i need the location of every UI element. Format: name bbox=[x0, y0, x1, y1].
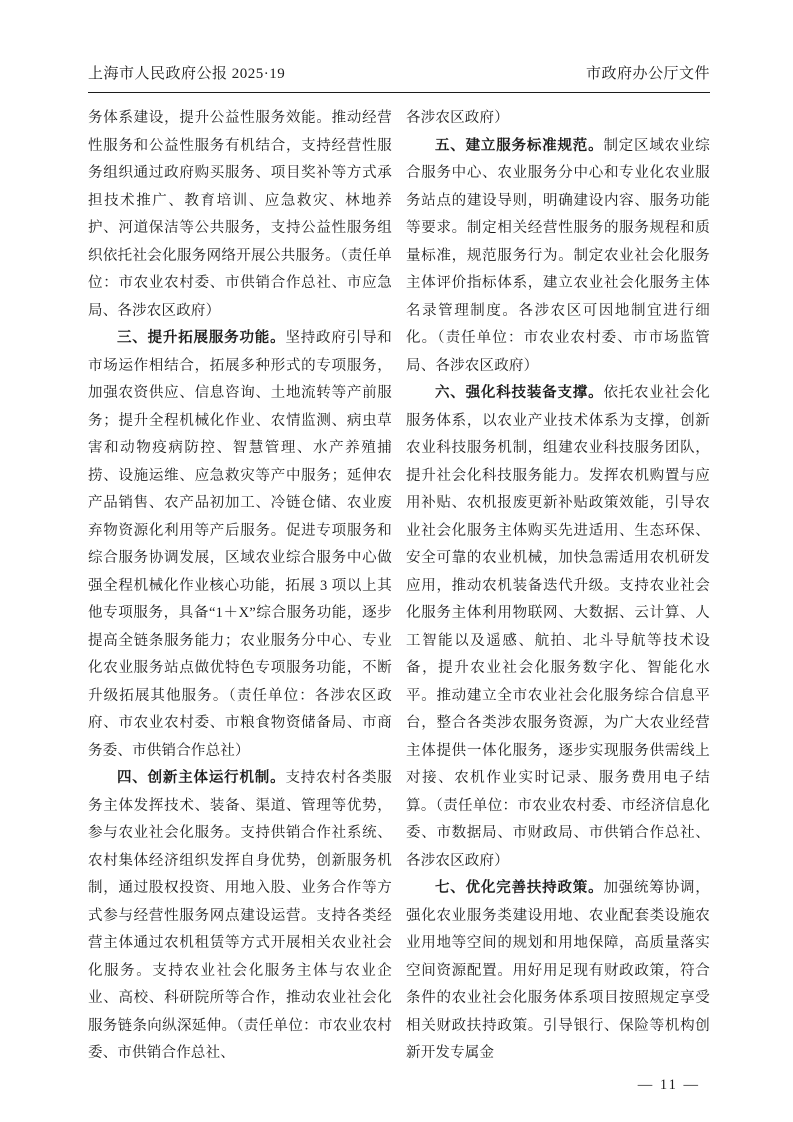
paragraph-section-6 bbox=[406, 380, 710, 875]
section-4-heading: 四、创新主体运行机制。 bbox=[117, 770, 286, 786]
paragraph-continuation bbox=[406, 105, 710, 133]
page-number: — 11 — bbox=[637, 1076, 700, 1093]
paragraph-text: 制定区域农业综合服务中心、农业服务分中心和专业化农业服务站点的建设导则，明确建设内容、服务功能等要求。制定相关经营性服务的服务规程和质量标准，规范服务行为。制定农业社会化服务主体评价指标体系，建立农业社会化服务主体名录管理制度。各涉农区可因地制宜进行细化。（责任单位：市农业农村委、市市场监管局、各涉农区政府） bbox=[406, 137, 711, 374]
paragraph-continuation bbox=[88, 105, 392, 325]
section-3-heading: 三、提升拓展服务功能。 bbox=[117, 330, 286, 346]
section-7-heading: 七、优化完善扶持政策。 bbox=[435, 880, 604, 896]
paragraph-section-7 bbox=[406, 875, 710, 1068]
paragraph-text: 支持农村各类服务主体发挥技术、装备、渠道、管理等优势，参与农业社会化服务。支持供销合作社系统、农村集体经济组织发挥自身优势，创新服务机制，通过股权投资、用地入股、业务合作等方式参与经营性服务网点建设运营。支持各类经营主体通过农机租赁等方式开展相关农业社会化服务。支持农业社会化服务主体与农业企业、高校、科研院所等合作，推动农业社会化服务链条向纵深延伸。（责任单位：市农业农村委、市供销合作总社、 bbox=[88, 770, 393, 1061]
right-column bbox=[406, 105, 710, 1099]
doc-category: 市政府办公厅文件 bbox=[585, 66, 710, 82]
gazette-title: 上海市人民政府公报 2025·19 bbox=[88, 66, 286, 82]
section-6-heading: 六、强化科技装备支撑。 bbox=[435, 385, 604, 401]
paragraph-text: 加强统筹协调，强化农业服务类建设用地、农业配套类设施农业用地等空间的规划和用地保障，高质量落实空间资源配置。用好用足现有财政政策，符合条件的农业社会化服务体系项目按照规定享受相关财政扶持政策。引导银行、保险等机构创新开发专属金 bbox=[406, 880, 711, 1061]
paragraph-text: 依托农业社会化服务体系，以农业产业技术体系为支撑，创新农业科技服务机制，组建农业科技服务团队，提升社会化科技服务能力。发挥农机购置与应用补贴、农机报废更新补贴政策效能，引导农业社会化服务主体购买先进适用、生态环保、安全可靠的农业机械，加快急需适用农机研发应用，推动农机装备迭代升级。支持农业社会化服务主体利用物联网、大数据、云计算、人工智能以及遥感、航拍、北斗导航等技术设备，提升农业社会化服务数字化、智能化水平。推动建立全市农业社会化服务综合信息平台，整合各类涉农服务资源，为广大农业经营主体提供一体化服务，逐步实现服务供需线上对接、农机作业实时记录、服务费用电子结算。（责任单位：市农业农村委、市经济信息化委、市数据局、市财政局、市供销合作总社、各涉农区政府） bbox=[406, 385, 711, 869]
section-5-heading: 五、建立服务标准规范。 bbox=[435, 137, 604, 154]
paragraph-text: 坚持政府引导和市场运作相结合，拓展多种形式的专项服务，加强农资供应、信息咨询、土地流转等产前服务；提升全程机械化作业、农情监测、病虫草害和动物疫病防控、智慧管理、水产养殖捕捞、设施运维、应急救灾等产中服务；延伸农产品销售、农产品初加工、冷链仓储、农业废弃物资源化利用等产后服务。促进专项服务和综合服务协调发展，区域农业综合服务中心做强全程机械化作业核心功能，拓展 3 项以上其他专项服务，具备“1＋X”综合服务功能，逐步提高全链条服务能力；农业服务分中心、专业化农业服务站点做优特色专项服务功能，不断升级拓展其他服务。（责任单位：各涉农区政府、市农业农村委、市粮食物资储备局、市商务委、市供销合作总社） bbox=[88, 330, 393, 759]
paragraph-section-5 bbox=[406, 133, 710, 381]
paragraph-section-3 bbox=[88, 325, 392, 765]
paragraph-text: 务体系建设，提升公益性服务效能。推动经营性服务和公益性服务有机结合，支持经营性服务组织通过政府购买服务、项目奖补等方式承担技术推广、教育培训、应急救灾、林地养护、河道保洁等公共服务，支持公益性服务组织依托社会化服务网络开展公共服务。（责任单位：市农业农村委、市供销合作总社、市应急局、各涉农区政府） bbox=[88, 110, 392, 319]
paragraph-text: 各涉农区政府） bbox=[406, 110, 509, 126]
page-header bbox=[88, 62, 710, 93]
paragraph-section-4 bbox=[88, 765, 392, 1068]
left-column bbox=[88, 105, 392, 1099]
page-body bbox=[88, 93, 710, 1099]
